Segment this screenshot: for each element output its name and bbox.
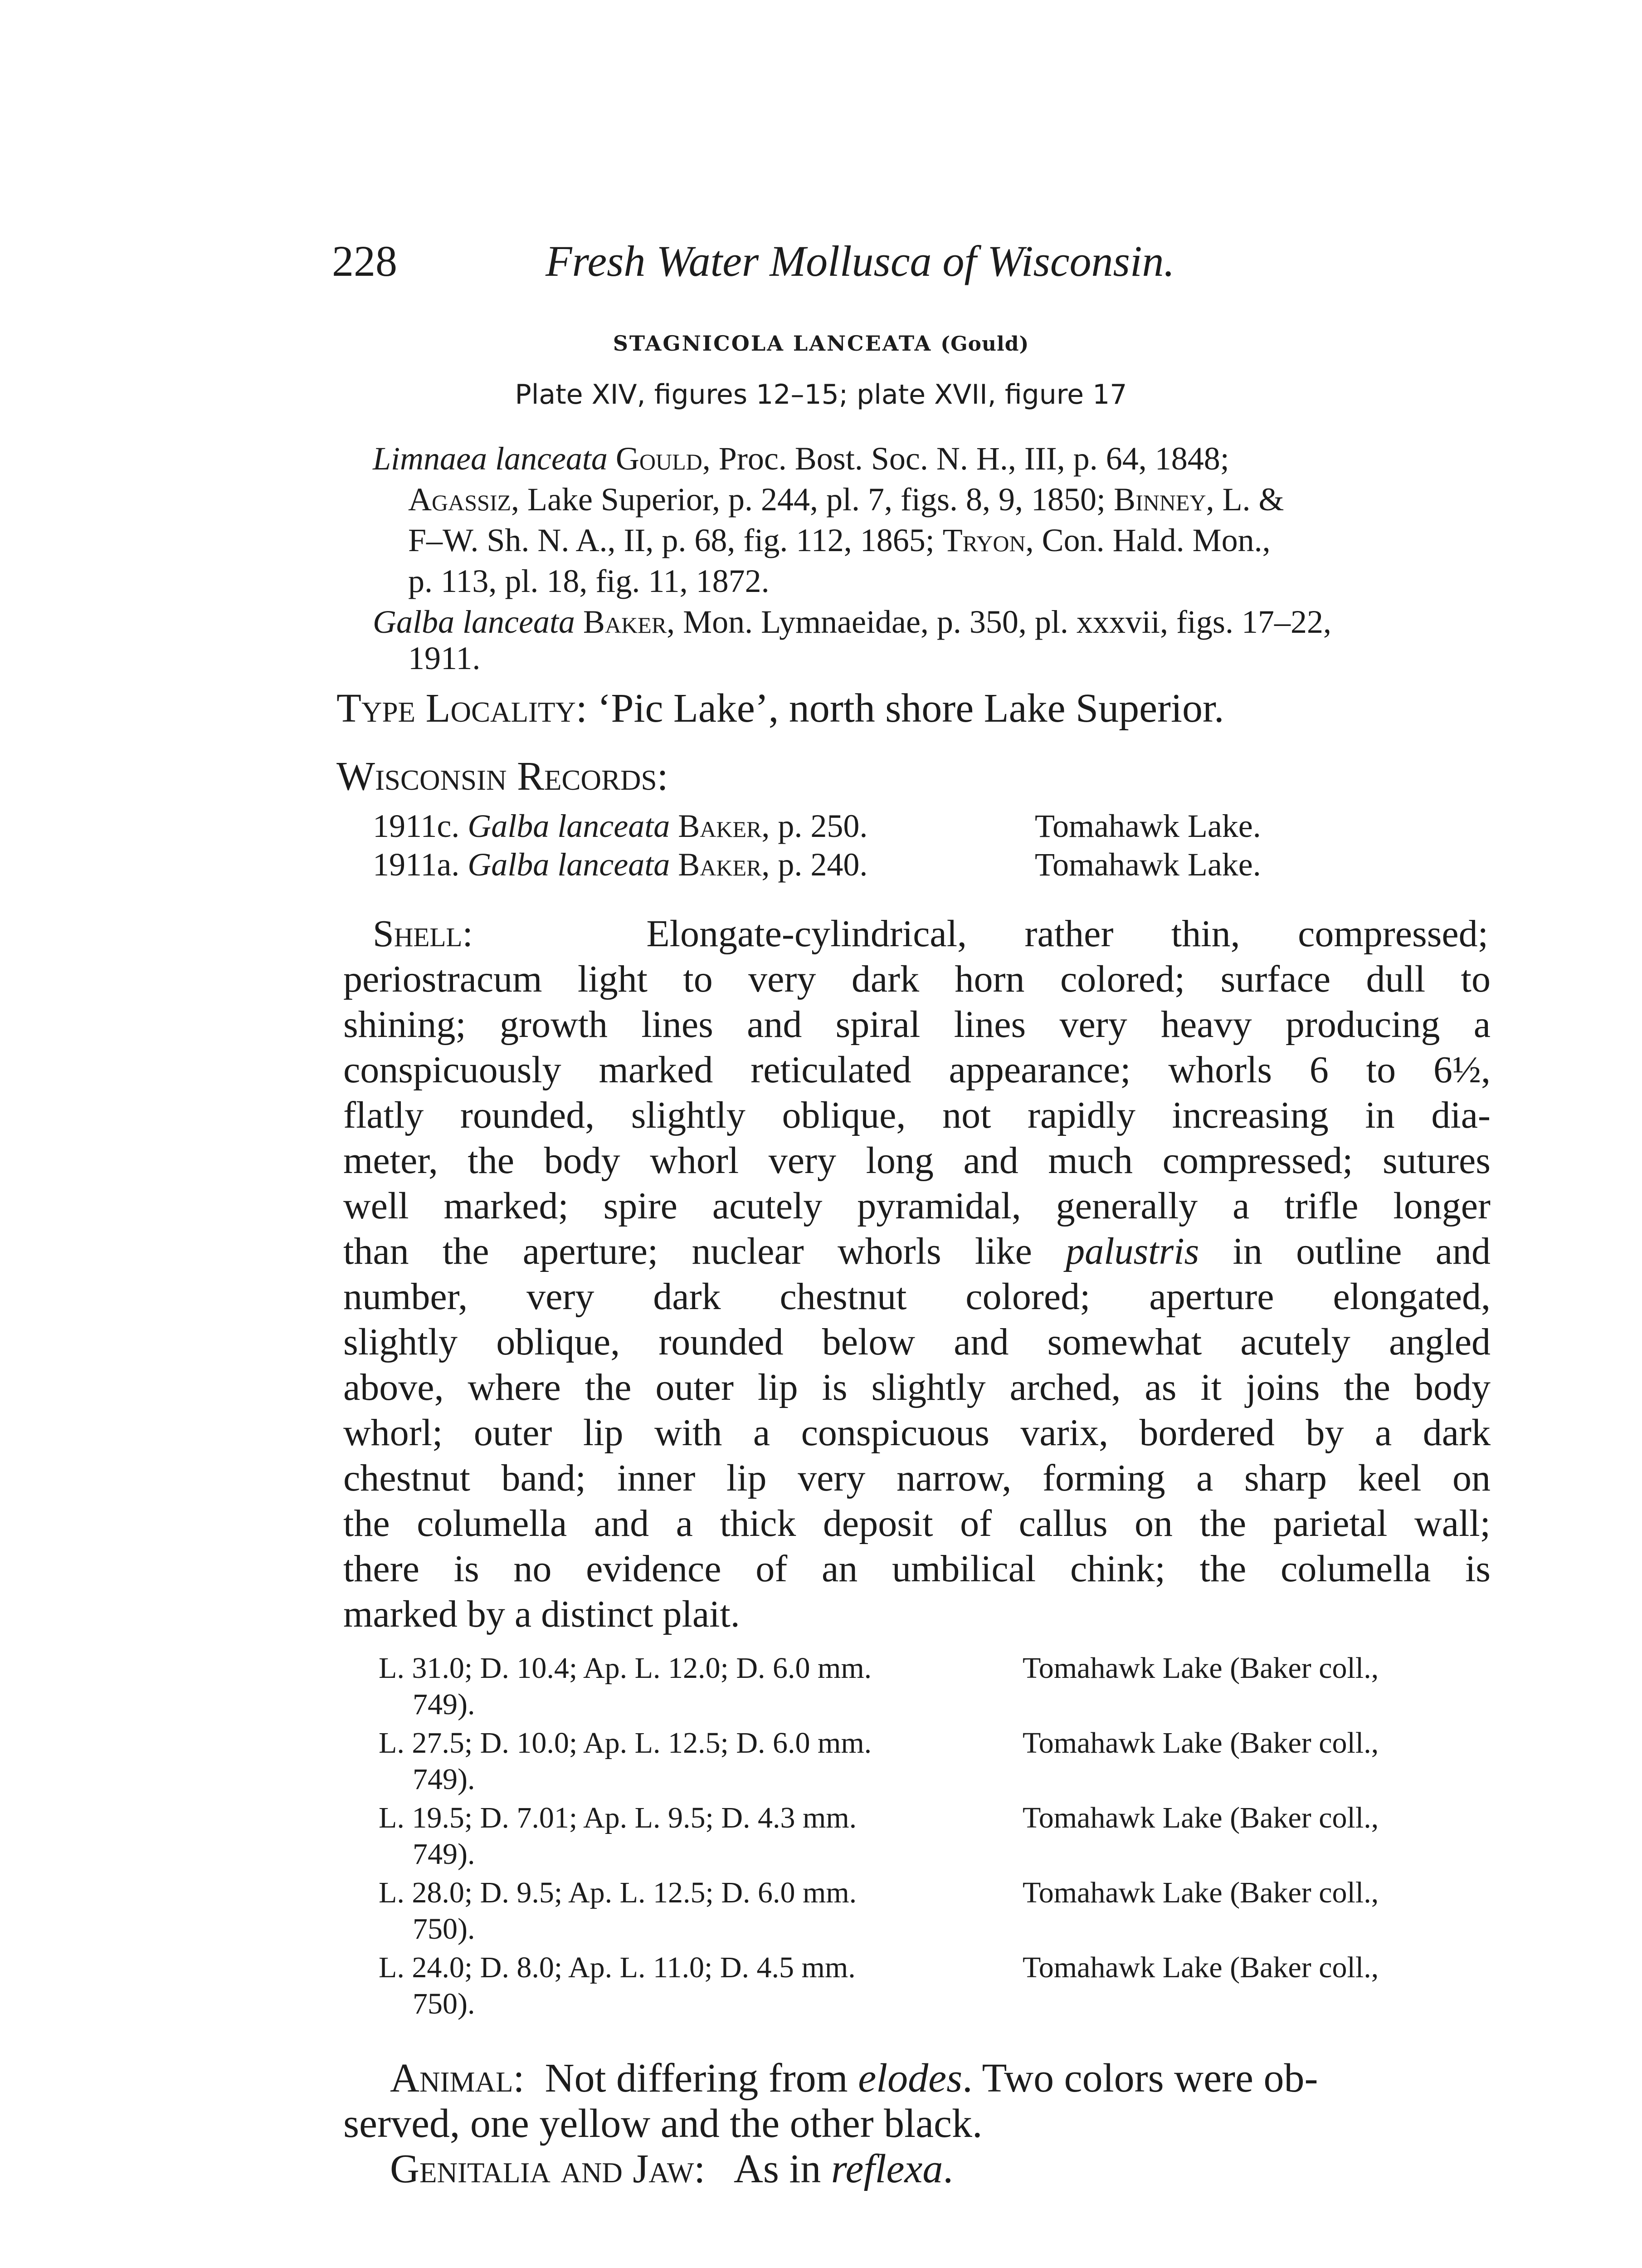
measurement-cont: 750).: [413, 1912, 475, 1945]
shell-line: chestnut band; inner lip very narrow, forming a sharp keel on: [343, 1457, 1491, 1499]
measurement-locality: Tomahawk Lake (Baker coll.,: [1023, 1652, 1379, 1685]
animal-line: served, one yellow and the other black.: [343, 2101, 983, 2146]
shell-taxon: palustris: [1066, 1230, 1199, 1272]
synonym-citation: F–W. Sh. N. A., II, p. 68, fig. 112, 1865;: [408, 522, 935, 558]
wisconsin-records-label: Wisconsin Records:: [336, 754, 668, 799]
animal-text: . Two colors were ob-: [962, 2056, 1318, 2101]
measurement-row: [379, 1726, 1490, 1758]
synonym-author: Baker: [583, 604, 667, 640]
animal-text: Not differing from: [545, 2056, 858, 2101]
measurement-locality: Tomahawk Lake (Baker coll.,: [1023, 1876, 1379, 1909]
shell-text: Elongate-cylindrical, rather thin, compressed;: [646, 913, 1488, 955]
shell-line: [373, 912, 1488, 956]
synonym-author: Agassiz: [408, 481, 512, 518]
synonym-citation: , L. &: [1206, 481, 1284, 518]
shell-text: than the aperture; nuclear whorls like: [343, 1230, 1066, 1272]
measurement-dims: L. 31.0; D. 10.4; Ap. L. 12.0; D. 6.0 mm.: [379, 1652, 872, 1685]
shell-line: slightly oblique, rounded below and somewhat acutely angled: [343, 1321, 1491, 1363]
shell-line: meter, the body whorl very long and much compressed; sutures: [343, 1139, 1491, 1182]
measurement-dims: L. 27.5; D. 10.0; Ap. L. 12.5; D. 6.0 mm.: [379, 1726, 872, 1760]
record-place: Tomahawk Lake.: [1035, 846, 1261, 883]
measurement-cont: 749).: [413, 1763, 475, 1796]
species-heading: [0, 331, 1642, 356]
plate-reference: Plate XIV, figures 12–15; plate XVII, figure 17: [515, 379, 1127, 411]
record-author: Baker: [678, 808, 762, 844]
species-author: (Gould): [940, 332, 1029, 356]
page-number: 228: [332, 237, 397, 285]
genitalia-label: Genitalia and Jaw:: [390, 2146, 706, 2191]
species-name: STAGNICOLA LANCEATA: [613, 331, 932, 356]
genitalia-text: As in: [733, 2146, 831, 2191]
shell-line: whorl; outer lip with a conspicuous varix, bordered by a dark: [343, 1412, 1491, 1454]
animal-label: Animal:: [390, 2056, 525, 2101]
synonym-citation: , Con. Hald. Mon.,: [1025, 522, 1271, 558]
shell-line: there is no evidence of an umbilical chink; the columella is: [343, 1548, 1491, 1590]
record-year: 1911c.: [373, 808, 460, 844]
measurement-locality: Tomahawk Lake (Baker coll.,: [1023, 1951, 1379, 1984]
shell-line: conspicuously marked reticulated appearance; whorls 6 to 6½,: [343, 1049, 1491, 1091]
measurement-locality: Tomahawk Lake (Baker coll.,: [1023, 1801, 1379, 1834]
measurement-locality: Tomahawk Lake (Baker coll.,: [1023, 1726, 1379, 1760]
synonym-citation: , Proc. Bost. Soc. N. H., III, p. 64, 1848;: [702, 440, 1229, 477]
type-locality-value: ‘Pic Lake’, north shore Lake Superior.: [597, 686, 1224, 731]
measurement-dims: L. 19.5; D. 7.01; Ap. L. 9.5; D. 4.3 mm.: [379, 1801, 857, 1834]
measurement-row: [379, 1876, 1490, 1907]
shell-line: above, where the outer lip is slightly arched, as it joins the body: [343, 1366, 1491, 1408]
genitalia-taxon: reflexa: [831, 2146, 943, 2191]
shell-line: flatly rounded, slightly oblique, not rapidly increasing in dia-: [343, 1094, 1491, 1136]
shell-line: periostracum light to very dark horn colored; surface dull to: [343, 958, 1491, 1000]
synonym-author: Tryon: [942, 522, 1026, 558]
measurement-row: [379, 1801, 1490, 1833]
record-author: Baker: [678, 846, 762, 883]
measurement-cont: 749).: [413, 1688, 475, 1721]
measurement-dims: L. 24.0; D. 8.0; Ap. L. 11.0; D. 4.5 mm.: [379, 1951, 856, 1984]
synonymy-line: [373, 603, 1331, 641]
shell-line: the columella and a thick deposit of callus on the parietal wall;: [343, 1502, 1491, 1545]
shell-line: number, very dark chestnut colored; aperture elongated,: [343, 1276, 1491, 1318]
genitalia-end: .: [943, 2146, 953, 2191]
record-line: [373, 846, 1370, 884]
record-page: , p. 250.: [761, 808, 868, 844]
synonymy-line: 1911.: [408, 640, 481, 676]
measurement-cont: 750).: [413, 1987, 475, 2020]
record-taxon: Galba lanceata: [468, 846, 670, 883]
record-page: , p. 240.: [761, 846, 868, 883]
record-year: 1911a.: [373, 846, 460, 883]
synonymy-line: p. 113, pl. 18, fig. 11, 1872.: [408, 563, 770, 599]
shell-text: in outline and: [1199, 1230, 1491, 1272]
synonymy-line: [408, 522, 1271, 559]
genitalia-line: [390, 2146, 953, 2192]
synonymy-line: [408, 481, 1284, 518]
synonym-author: Binney: [1114, 481, 1206, 518]
measurement-row: [379, 1950, 1490, 1982]
type-locality-label: Type Locality:: [336, 686, 587, 731]
type-locality: [336, 685, 1224, 732]
synonymy-line: [373, 440, 1229, 478]
measurement-cont: 749).: [413, 1838, 475, 1871]
record-place: Tomahawk Lake.: [1035, 808, 1261, 844]
shell-line: well marked; spire acutely pyramidal, generally a trifle longer: [343, 1185, 1491, 1227]
synonym-citation: , Mon. Lymnaeidae, p. 350, pl. xxxvii, figs. 17–22,: [667, 604, 1331, 640]
shell-line: marked by a distinct plait.: [343, 1593, 740, 1635]
animal-taxon: elodes: [858, 2056, 963, 2101]
animal-line: [390, 2055, 1318, 2102]
shell-label: Shell:: [373, 913, 473, 955]
shell-line: shining; growth lines and spiral lines very heavy producing a: [343, 1003, 1491, 1046]
synonym-taxon: Galba lanceata: [373, 604, 575, 640]
synonym-author: Gould: [615, 440, 702, 477]
record-line: [373, 807, 1370, 845]
record-taxon: Galba lanceata: [468, 808, 670, 844]
running-title: Fresh Water Mollusca of Wisconsin.: [546, 237, 1175, 285]
synonym-citation: , Lake Superior, p. 244, pl. 7, figs. 8, 9, 1850;: [511, 481, 1106, 518]
measurement-row: [379, 1651, 1490, 1683]
measurement-dims: L. 28.0; D. 9.5; Ap. L. 12.5; D. 6.0 mm.: [379, 1876, 857, 1909]
synonym-taxon: Limnaea lanceata: [373, 440, 608, 477]
shell-line: [343, 1229, 1491, 1273]
